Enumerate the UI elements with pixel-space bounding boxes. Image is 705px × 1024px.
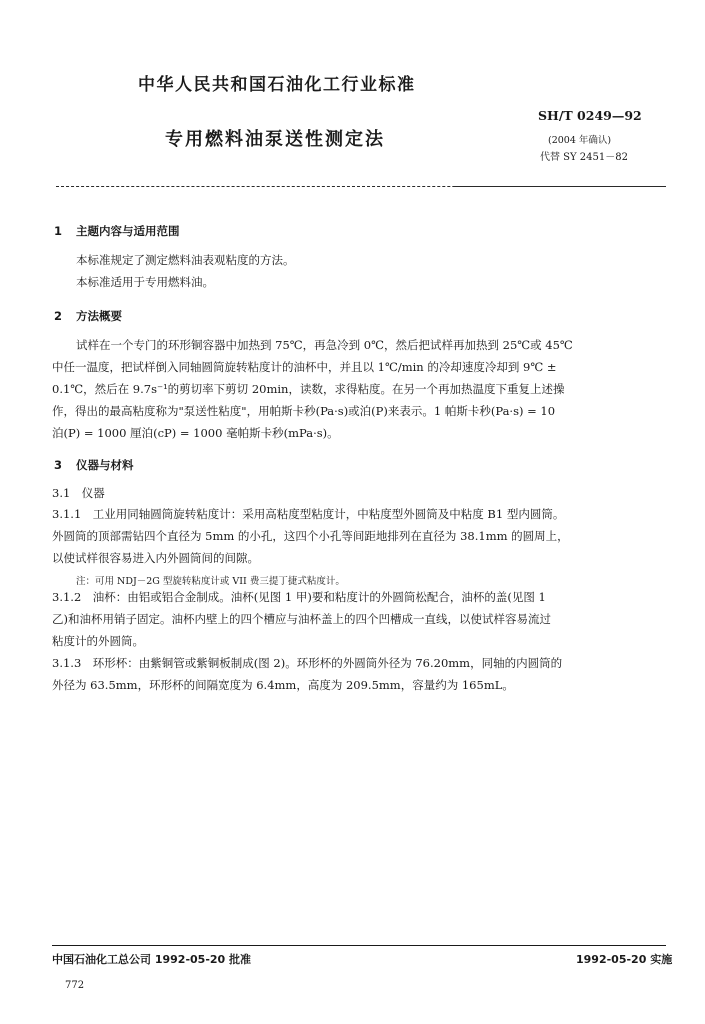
subsection-3-1-3-line: 3.1.3 环形杯：由紫铜管或紫铜板制成(图 2)。环形杯的外圆筒外径为 76.20mm，同轴的内圆筒的 xyxy=(52,656,563,670)
subsection-3-1-2-line: 乙)和油杯用销子固定。油杯内壁上的四个槽应与油杯盖上的四个凹槽成一直线，以使试样容易流过 xyxy=(52,612,551,626)
section-2-line: 中任一温度，把试样倒入同轴圆筒旋转粘度计的油杯中，并且以 1℃/min 的冷却速度冷却到 9℃ ± xyxy=(52,360,557,374)
section-title: 方法概要 xyxy=(76,309,122,323)
section-1-paragraph-1: 本标准规定了测定燃料油表观粘度的方法。 xyxy=(76,253,295,267)
footer-divider xyxy=(52,945,666,946)
instrument-note: 注：可用 NDJ－2G 型旋转粘度计或 VII 费三提丁捷式粘度计。 xyxy=(76,576,345,587)
subsection-3-1-2-line: 3.1.2 油杯：由铝或铝合金制成。油杯(见图 1 甲)要和粘度计的外圆筒松配合，油杯的盖(见图 1 xyxy=(52,590,546,604)
section-2-line: 试样在一个专门的环形铜容器中加热到 75℃，再急冷到 0℃，然后把试样再加热到 25℃或 45℃ xyxy=(76,338,573,352)
subsection-3-1-1-line: 外圆筒的顶部需钻四个直径为 5mm 的小孔，这四个小孔等间距地排列在直径为 38.1mm 的圆周上， xyxy=(52,529,569,543)
subsection-3-1-1-line: 3.1.1 工业用同轴圆筒旋转粘度计：采用高粘度型粘度计，中粘度型外圆筒及中粘度 B1 型内圆筒。 xyxy=(52,507,565,521)
subsection-3-1-2-line: 粘度计的外圆筒。 xyxy=(52,634,144,648)
section-2-line: 0.1℃，然后在 9.7s⁻¹的剪切率下剪切 20min，读数，求得粘度。在另一个再加热温度下重复上述操 xyxy=(52,382,565,396)
section-2-line: 泊(P) = 1000 厘泊(cP) = 1000 毫帕斯卡秒(mPa·s)。 xyxy=(52,426,339,440)
subsection-3-1-heading: 3.1 仪器 xyxy=(52,486,105,500)
issuing-organization: 中华人民共和国石油化工行业标准 xyxy=(138,75,416,95)
header-divider-solid xyxy=(454,186,666,187)
standard-confirmation-note: (2004 年确认) xyxy=(548,135,612,146)
section-1-heading xyxy=(54,223,180,239)
implementation-date: 1992-05-20 实施 xyxy=(576,953,673,966)
standard-code-block xyxy=(538,108,648,163)
section-1-paragraph-2: 本标准适用于专用燃料油。 xyxy=(76,275,214,289)
section-2-heading xyxy=(54,308,122,324)
page-number: 772 xyxy=(65,980,85,991)
standard-replaces: 代替 SY 2451－82 xyxy=(540,152,628,163)
section-3-heading xyxy=(54,457,134,473)
section-title: 主题内容与适用范围 xyxy=(76,224,180,238)
approval-line: 中国石油化工总公司 1992-05-20 批准 xyxy=(52,953,252,966)
subsection-3-1-3-line: 外径为 63.5mm，环形杯的间隔宽度为 6.4mm，高度为 209.5mm，容量约为 165mL。 xyxy=(52,678,514,692)
section-2-line: 作，得出的最高粘度称为"泵送性粘度"，用帕斯卡秒(Pa·s)或泊(P)来表示。1 帕斯卡秒(Pa·s) = 10 xyxy=(52,404,556,418)
section-number: 3 xyxy=(54,458,63,472)
section-title: 仪器与材料 xyxy=(76,458,134,472)
section-number: 1 xyxy=(54,224,63,238)
section-number: 2 xyxy=(54,309,63,323)
document-title: 专用燃料油泵送性测定法 xyxy=(165,129,385,150)
standard-code: SH/T 0249—92 xyxy=(538,108,642,123)
subsection-3-1-1-line: 以使试样很容易进入内外圆筒间的间隙。 xyxy=(52,551,259,565)
